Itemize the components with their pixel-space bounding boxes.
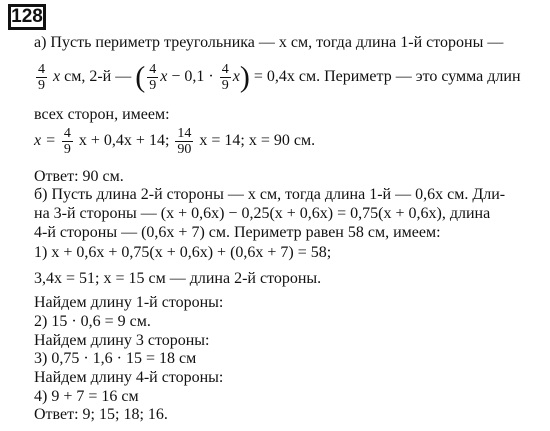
fraction-4-9: $\frac{4}{9}$ <box>149 62 157 93</box>
part-b-line-6: Найдем длину 1-й стороны: <box>34 294 224 311</box>
part-b-line-11: 4) 9 + 7 = 16 см <box>34 388 139 405</box>
part-b-line-9: 3) 0,75 · 1,6 · 15 = 18 см <box>34 350 197 367</box>
part-b-line-10: Найдем длину 4-й стороны: <box>34 369 224 386</box>
part-b-answer: Ответ: 9; 15; 18; 16. <box>34 406 168 423</box>
part-b-line-7: 2) 15 · 0,6 = 9 см. <box>34 313 151 330</box>
part-b-line-5: 3,4x = 51; x = 15 см — длина 2-й стороны. <box>34 270 322 287</box>
fraction-4-9: $\frac{4}{9}$ <box>63 126 71 157</box>
fraction-4-9: $\frac{4}{9}$ <box>38 62 45 93</box>
part-a-answer: Ответ: 90 см. <box>34 168 124 185</box>
fraction-4-9: $\frac{4}{9}$ <box>221 62 229 93</box>
fraction-14-90: $\frac{14}{90}$ <box>177 126 192 157</box>
part-a-line-2: $\frac{4}{9}$ x см, 2-й — ( $\frac{4}{9}$ x − 0,1 · $\frac{4}{9}$ x) = 0,4x см. Периметр — это сумма длин <box>38 60 521 94</box>
part-b-line-4: 1) x + 0,6x + 0,75(x + 0,6x) + (0,6x + 7) = 58; <box>34 244 332 261</box>
part-a-equation: x = $\frac{4}{9}$ x + 0,4x + 14; $\frac{14}{90}$ x = 14; x = 90 см. <box>34 126 316 157</box>
part-a-line-1: а) Пусть периметр треугольника — x см, тогда длина 1-й стороны — <box>34 34 504 51</box>
part-a-line-3: всех сторон, имеем: <box>34 106 170 123</box>
part-b-line-2: на 3-й стороны — (x + 0,6x) − 0,25(x + 0,6x) = 0,75(x + 0,6x), длина <box>34 205 491 222</box>
right-paren: ) <box>239 60 250 94</box>
part-b-line-8: Найдем длину 3 стороны: <box>34 332 210 349</box>
part-b-line-1: б) Пусть длина 2-й стороны — x см, тогда длина 1-й — 0,6x см. Дли- <box>34 186 506 203</box>
part-b-line-3: 4-й стороны — (0,6x + 7) см. Периметр равен 58 см, имеем: <box>34 224 441 241</box>
problem-number-badge: 128 <box>8 4 46 30</box>
left-paren: ( <box>135 60 146 94</box>
